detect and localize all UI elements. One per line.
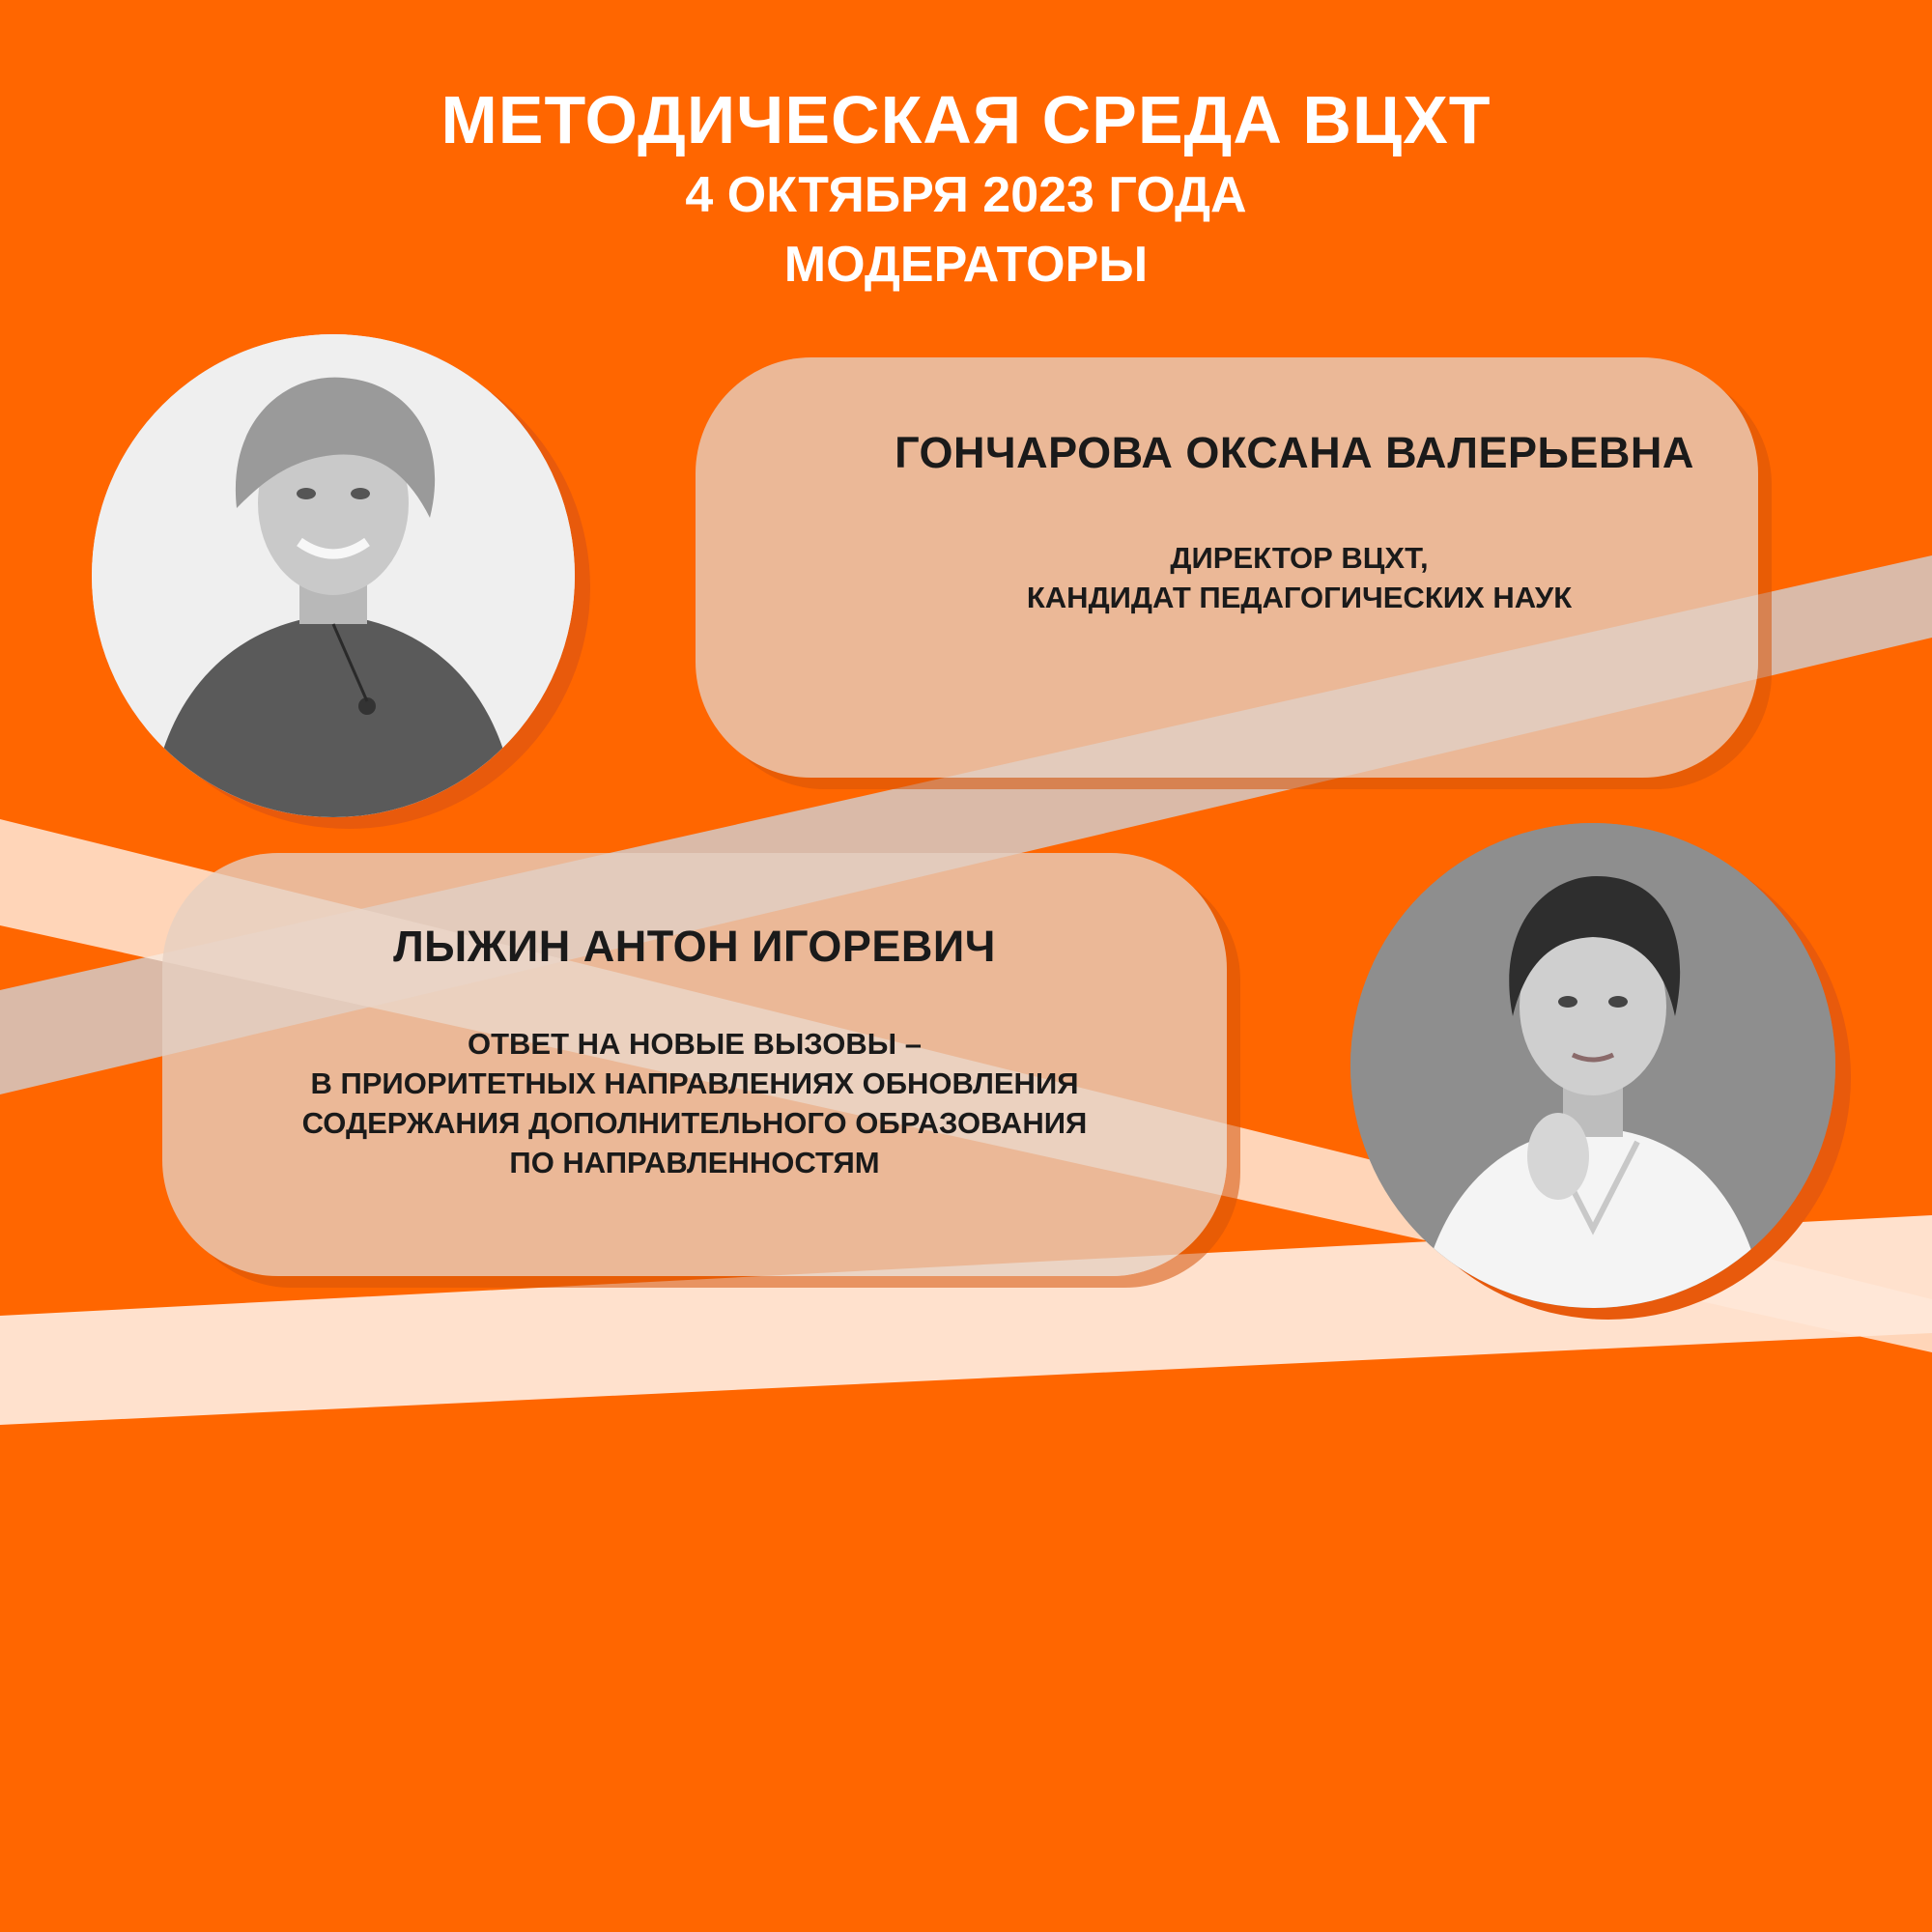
moderator-2-card — [162, 853, 1227, 1276]
moderator-2-description-line: ОТВЕТ НА НОВЫЕ ВЫЗОВЫ – — [467, 1027, 923, 1061]
moderator-2-photo — [1350, 823, 1835, 1308]
moderator-2-description-line: ПО НАПРАВЛЕННОСТЯМ — [509, 1146, 880, 1179]
section-title: МОДЕРАТОРЫ — [783, 237, 1149, 293]
event-date: 4 ОКТЯБРЯ 2023 ГОДА — [685, 167, 1247, 223]
moderator-2-description-line: СОДЕРЖАНИЯ ДОПОЛНИТЕЛЬНОГО ОБРАЗОВАНИЯ — [301, 1106, 1088, 1140]
moderator-1-name: ГОНЧАРОВА ОКСАНА ВАЛЕРЬЕВНА — [895, 428, 1694, 477]
moderator-2-description — [162, 1024, 1227, 1182]
moderator-1-description-line: ДИРЕКТОР ВЦХТ, — [1170, 541, 1429, 575]
portrait-woman-icon — [92, 334, 575, 817]
moderator-1-description-line: КАНДИДАТ ПЕДАГОГИЧЕСКИХ НАУК — [1026, 581, 1573, 614]
page-title: МЕТОДИЧЕСКАЯ СРЕДА ВЦХТ — [440, 82, 1492, 157]
moderator-1-photo — [92, 334, 575, 817]
portrait-person-icon — [1350, 823, 1835, 1308]
header — [0, 79, 1932, 299]
moderator-2-name: ЛЫЖИН АНТОН ИГОРЕВИЧ — [393, 922, 996, 971]
moderator-1-description — [840, 538, 1758, 617]
moderator-2-description-line: В ПРИОРИТЕТНЫХ НАПРАВЛЕНИЯХ ОБНОВЛЕНИЯ — [310, 1066, 1079, 1100]
moderator-1-card — [696, 357, 1758, 778]
